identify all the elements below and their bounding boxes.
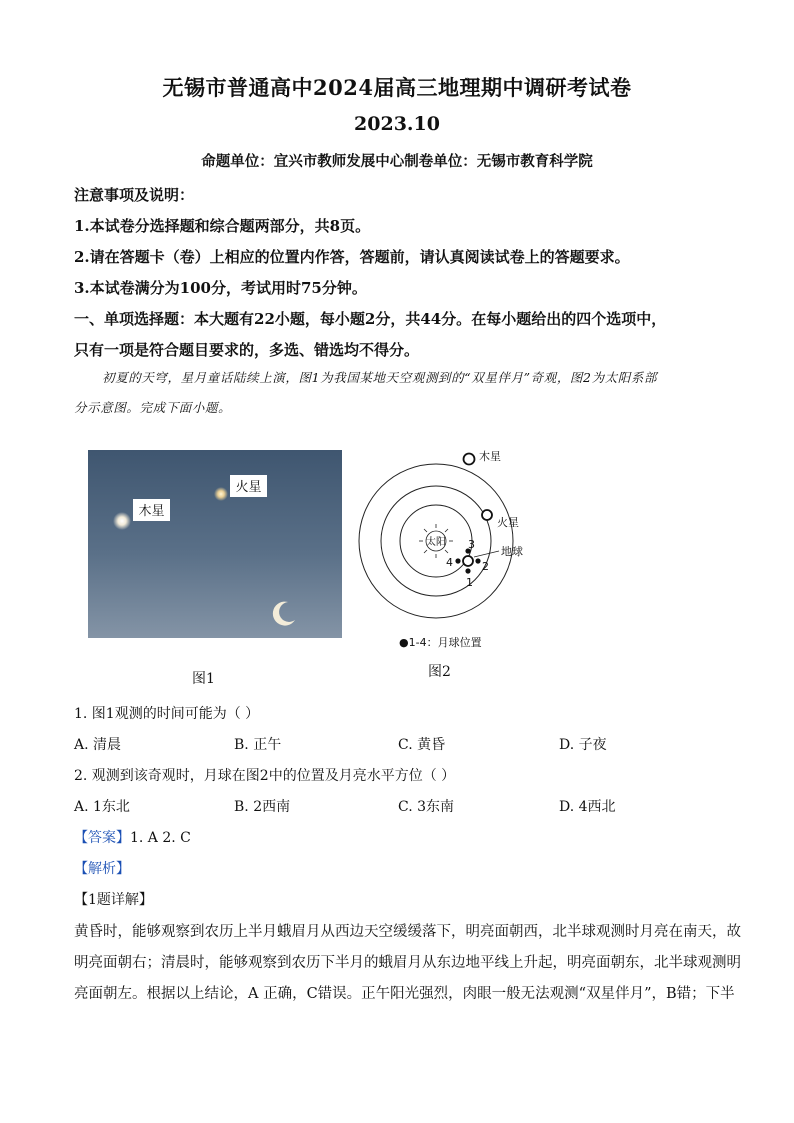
moon-pos-4-label: 4: [446, 556, 453, 569]
question-2-option-b: B. 2西南: [234, 799, 291, 815]
question-1-option-c: C. 黄昏: [398, 737, 446, 753]
jupiter-label-fig2: 木星: [479, 450, 501, 463]
intro-line1: 初夏的天穹，星月童话陆续上演，图1为我国某地天空观测到的“双星伴月”奇观，图2为太阳系部: [102, 370, 658, 385]
jupiter-marker: [464, 454, 475, 465]
moon-pos-1-dot: [465, 568, 470, 573]
mars-dot: [214, 487, 228, 501]
section-heading-line2: 只有一项是符合题目要求的，多选、错选均不得分。: [74, 341, 420, 359]
exam-date: 2023.10: [354, 113, 440, 135]
analysis-label: 【解析】: [74, 861, 130, 877]
sky-background: [88, 450, 342, 638]
mars-label-fig2: 火星: [497, 516, 519, 529]
moon-pos-2-dot: [475, 558, 480, 563]
mars-label: 火星: [235, 480, 262, 495]
question-2-option-c: C. 3东南: [398, 799, 455, 815]
section-heading-line1: 一、单项选择题：本大题有22小题，每小题2分，共44分。在每小题给出的四个选项中，: [74, 310, 667, 328]
analysis-line-2: 明亮面朝右；清晨时，能够观察到农历下半月的蛾眉月从东边地平线上升起，明亮面朝东，北半球观测明: [74, 955, 741, 971]
question-2-stem: 2. 观测到该奇观时，月球在图2中的位置及月亮水平方位（ ）: [74, 768, 456, 784]
exam-units: 命题单位：宜兴市教师发展中心制卷单位：无锡市教育科学院: [201, 153, 593, 170]
moon-pos-1-label: 1: [466, 576, 473, 589]
question-1-option-a: A. 清晨: [74, 737, 122, 753]
analysis-subheading: 【1题详解】: [74, 892, 153, 908]
figure2-legend: ●1-4：月球位置: [399, 636, 482, 649]
jupiter-label: 木星: [138, 504, 165, 519]
moon-pos-4-dot: [455, 558, 460, 563]
note-item-1: 1.本试卷分选择题和综合题两部分，共8页。: [74, 217, 371, 235]
figure1-sky-photo: [88, 450, 342, 638]
moon-pos-3-label: 3: [468, 538, 475, 551]
answer-label: 【答案】: [74, 830, 130, 846]
question-2-option-a: A. 1东北: [74, 799, 130, 815]
figure2-solar-system: [352, 440, 552, 660]
earth-marker: [463, 556, 473, 566]
figure2-caption: 图2: [428, 664, 451, 680]
question-2-option-d: D. 4西北: [559, 799, 616, 815]
sun-label: 太阳: [426, 537, 446, 548]
jupiter-dot: [113, 512, 131, 530]
earth-pointer-line: [474, 551, 499, 557]
earth-label: 地球: [501, 545, 523, 558]
question-1-option-b: B. 正午: [234, 737, 282, 753]
analysis-line-3: 亮面朝左。根据以上结论，A 正确，C错误。正午阳光强烈，肉眼一般无法观测“双星伴月”，B错；下半: [74, 986, 735, 1002]
note-item-3: 3.本试卷满分为100分，考试用时75分钟。: [74, 279, 367, 297]
note-item-2: 2.请在答题卡（卷）上相应的位置内作答，答题前，请认真阅读试卷上的答题要求。: [74, 248, 630, 266]
intro-line2: 分示意图。完成下面小题。: [74, 400, 232, 415]
analysis-line-1: 黄昏时，能够观察到农历上半月蛾眉月从西边天空缓缓落下，明亮面朝西，北半球观测时月亮在南天，故: [74, 924, 741, 940]
moon-pos-2-label: 2: [482, 560, 489, 573]
notes-heading: 注意事项及说明：: [74, 186, 195, 204]
figure1-caption: 图1: [192, 671, 215, 687]
answer-line: [74, 827, 191, 847]
question-1-stem: 1. 图1观测的时间可能为（ ）: [74, 706, 260, 722]
question-1-option-d: D. 子夜: [559, 737, 607, 753]
mars-marker: [482, 510, 492, 520]
exam-title: 无锡市普通高中2024届高三地理期中调研考试卷: [162, 75, 632, 100]
answer-text: 1. A 2. C: [130, 830, 191, 846]
